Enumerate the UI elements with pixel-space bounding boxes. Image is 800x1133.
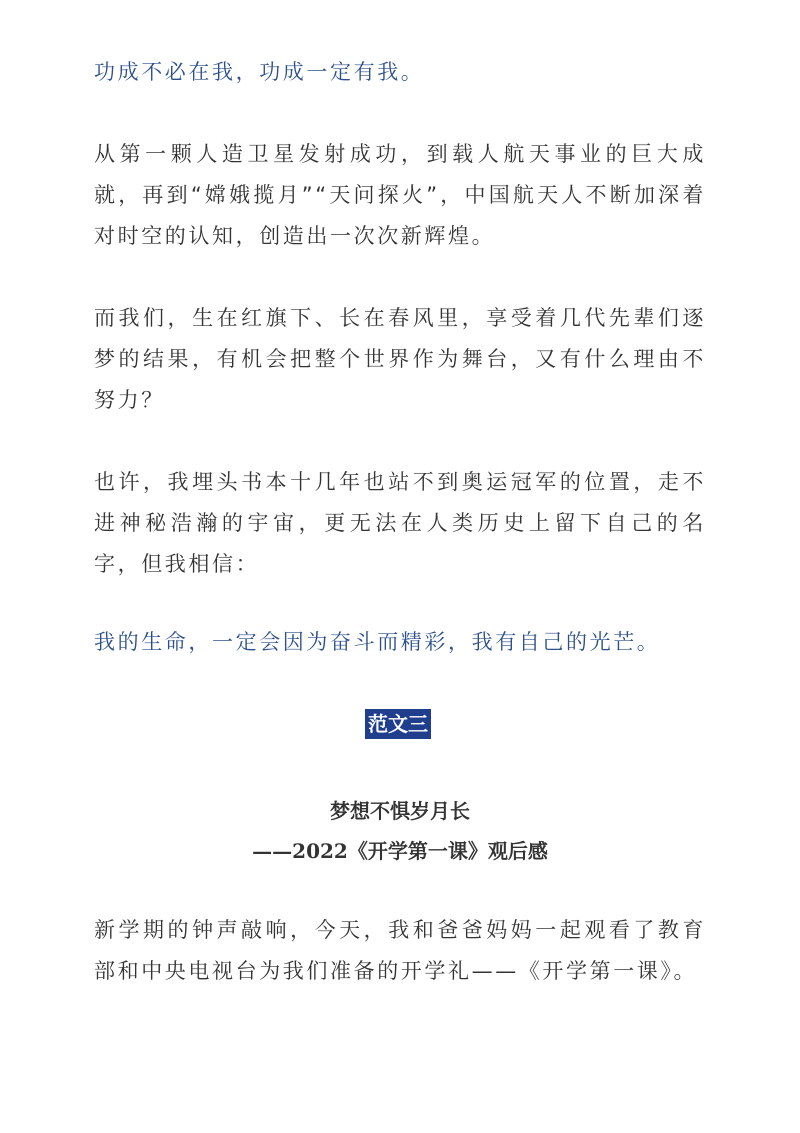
highlight-paragraph-1: 功成不必在我，功成一定有我。 — [94, 60, 425, 84]
body-paragraph-3: 而我们，生在红旗下、长在春风里，享受着几代先辈们逐梦的结果，有机会把整个世界作为舞台，又有什么理由不努力？ — [94, 306, 706, 412]
section-label: 范文三 — [365, 709, 431, 739]
essay-title: 梦想不惧岁月长 — [330, 799, 470, 823]
body-paragraph-4: 也许，我埋头书本十几年也站不到奥运冠军的位置，走不进神秘浩瀚的宇宙，更无法在人类历史上留下自己的名字，但我相信： — [94, 470, 706, 576]
essay-subtitle: ——2022《开学第一课》观后感 — [252, 839, 548, 863]
body-paragraph-2: 从第一颗人造卫星发射成功，到载人航天事业的巨大成就，再到“嫦娥揽月”“天问探火”，中国航天人不断加深着对时空的认知，创造出一次次新辉煌。 — [94, 142, 706, 248]
essay-paragraph-1: 新学期的钟声敲响，今天，我和爸爸妈妈一起观看了教育部和中央电视台为我们准备的开学礼——《开学第一课》。 — [94, 918, 706, 983]
highlight-paragraph-5: 我的生命，一定会因为奋斗而精彩，我有自己的光芒。 — [94, 630, 661, 654]
